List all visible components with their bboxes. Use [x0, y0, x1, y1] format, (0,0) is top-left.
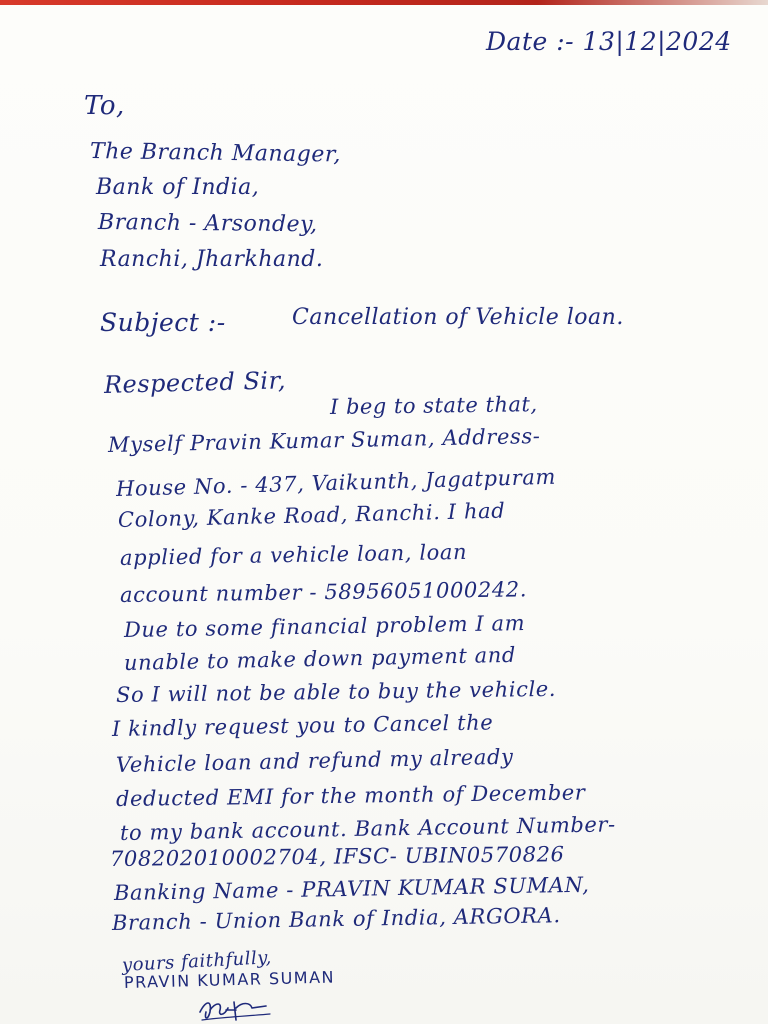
body-line: House No. - 437, Vaikunth, Jagatpuram	[115, 464, 557, 501]
subject-label: Subject :-	[100, 308, 226, 337]
handwritten-signature	[196, 990, 276, 1024]
recipient-line: Ranchi, Jharkhand.	[100, 247, 324, 272]
closing: yours faithfully,	[121, 947, 273, 976]
body-line: Vehicle loan and refund my already	[115, 744, 514, 777]
body-line: Colony, Kanke Road, Ranchi. I had	[117, 498, 506, 532]
body-line: Myself Pravin Kumar Suman, Address-	[107, 423, 541, 457]
body-line: I kindly request you to Cancel the	[111, 710, 494, 741]
body-line: to my bank account. Bank Account Number-	[119, 812, 616, 845]
recipient-line: Branch - Arsondey,	[97, 210, 318, 238]
body-line: applied for a vehicle loan, loan	[119, 539, 468, 570]
body-line: Banking Name - PRAVIN KUMAR SUMAN,	[113, 872, 590, 905]
body-line: deducted EMI for the month of December	[115, 780, 586, 811]
salutation: Respected Sir,	[103, 366, 287, 399]
body-line: So I will not be able to buy the vehicle.	[115, 676, 557, 707]
body-line: account number - 58956051000242.	[119, 577, 528, 607]
body-line: 708202010002704, IFSC- UBIN0570826	[109, 842, 565, 871]
opening-line: I beg to state that,	[329, 392, 538, 419]
letter-date: Date :- 13|12|2024	[486, 27, 732, 56]
body-line: unable to make down payment and	[123, 642, 517, 675]
letter-to: To,	[84, 91, 125, 121]
recipient-line: Bank of India,	[96, 175, 260, 200]
letter-page	[0, 5, 768, 1024]
subject-text: Cancellation of Vehicle loan.	[292, 305, 624, 330]
body-line: Due to some financial problem I am	[123, 610, 526, 642]
signer-name: PRAVIN KUMAR SUMAN	[123, 967, 336, 992]
recipient-line: The Branch Manager,	[89, 139, 342, 168]
body-line: Branch - Union Bank of India, ARGORA.	[111, 903, 561, 935]
